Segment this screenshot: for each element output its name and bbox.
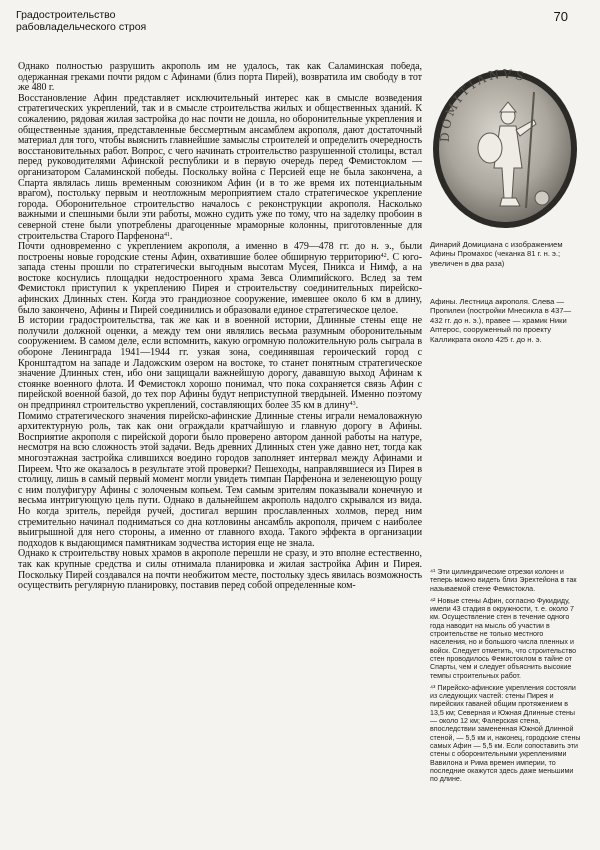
footnote-42: ⁴² Новые стены Афин, согласно Фукидиду, имели 43 стадия в окружности, т. е. около 7 км. Осуществление стен в течение одного года наводит на мысль об участии в строительстве не только местного населения, но и большого числа пленных и войск. Следует отметить, что строительство стен проводилось Фемистоклом в тайне от Спарты, чем и следует объяснить высокие темпы строительных работ.	[430, 596, 577, 680]
paragraph-3-text: Почти одновременно с укреплением акрополя, а именно в 479—478 гг. до н. э., были построены новые городские стены Афин, охватившие более обширную территорию	[18, 241, 422, 263]
footnote-ref-41[interactable]: 41	[163, 231, 170, 238]
running-title-line1: Градостроительство	[16, 9, 116, 21]
main-text-column	[18, 62, 422, 842]
coin-legend: DOMITIANVS	[437, 68, 529, 143]
paragraph-3-cont: . С юго-запада стены прошли по стратегически выгодным высотам Мусея, Пникса и Нимф, а на востоке коснулись площадки недостроенного храма Зевса Олимпийского. Вслед за тем Фемистокл приступил к укреплению Пирея и строительству соединительных пирейско-афинских Длинных стен. Когда это грандиозное сооружение, имевшее около 6 км в длину, было закончено, Афины и Пирей соединились и образовали единое стратегическое целое.	[18, 251, 422, 316]
paragraph-1: Однако полностью разрушить акрополь им не удалось, так как Саламинская победа, одержанная греками почти рядом с Афинами (близ порта Пирей), возвратила им свободу в тот же 480 г.	[18, 62, 422, 94]
paragraph-4-end: .	[355, 400, 359, 411]
running-title-line2: рабовладельческого строя	[16, 21, 147, 33]
footnote-ref-43[interactable]: 43	[349, 401, 356, 407]
coin-image	[430, 68, 580, 230]
paragraph-2: Восстановление Афин представляет исключительный интерес как в смысле возведения стратегических укреплений, так и в смысле строительства жилых и общественных зданий. К сожалению, рядовая жилая застройка до нас почти не дошла, но оборонительные укрепления и общественные здания, представленные бессмертным ансамблем акрополя, дают достаточный материал для того, чтобы выяснить главнейшие замыслы строителей и определить очередность восстановительных работ. Вопрос, с чего начинать строительство разрушенной столицы, встал перед руководителями Афинской республики и в первую очередь перед Фемистоклом — организатором Саламинской победы. Поскольку война с Персией еще не была закончена, а Спарта являлась лишь временным союзником Афин (и в то же время их потенциальным врагом), постольку первым и неотложным мероприятием стало стратегическое укрепление города. Оборонительное строительство началось с реконструкции акрополя. Насколько важными и спешными были эти работы, можно судить уже по тому, что на заделку пробоин в северной стене были употреблены драгоценные мраморные колонны, приготовленные для строительства Старого Парфенона$^{41}$.	[18, 92, 422, 242]
footnote-43: ⁴³ Пирейско-афинские укрепления состояли из следующих частей: стены Пирея и пирейских гаваней общим протяжением в 13,5 км; Северная и Южная Длинные стены — около 12 км; Фалерская стена, впоследствии замененная Южной Длинной стеной, — 5,5 км и, наконец, городские стены самых Афин — 5,5 км. Если сопоставить эти стены с оборонительными укреплениями Вавилона и Рима времен империи, то последние окажутся здесь даже меньшими по длине.	[430, 683, 581, 784]
footnotes	[430, 568, 582, 787]
running-head	[16, 9, 146, 33]
paragraph-6: Однако к строительству новых храмов в акрополе перешли не сразу, и это вполне естественно, так как крупные средства и силы отнимала планировка и жилая застройка Афин и Пирея. Поскольку Пирей создавался на почти необжитом месте, постольку здесь явилась возможность осуществить регулярную планировку, поставив перед собой определенные ком-	[18, 548, 422, 592]
page-number: 70	[553, 9, 568, 24]
paragraph-3	[18, 242, 422, 316]
footnote-41: ⁴¹ Эти цилиндрические отрезки колонн и теперь можно видеть близ Эрехтейона в так называемой стене Фемистокла.	[430, 568, 577, 593]
acropolis-caption: Афины. Лестница акрополя. Слева — Пропилеи (постройки Мнесикла в 437—432 гг. до н. э.), правее — храмик Ники Аптерос, сооруженный по проекту Калликрата около 425 г. до н. э.	[430, 297, 572, 344]
paragraph-4	[18, 316, 422, 411]
paragraph-2-text: Восстановление Афин представляет исключительный интерес как в смысле возведения стратегических укреплений, так и в смысле строительства жилых и общественных зданий. К сожалению, рядовая жилая застройка до нас почти не дошла, но оборонительные укрепления и общественные здания, представленные бессмертным ансамблем акрополя, дают достаточный материал для того, чтобы выяснить главнейшие замыслы строителей и определить очередность восстановительных работ. Вопрос, с чего начинать строительство разрушенной столицы, встал перед руководителями Афинской республики и в первую очередь перед Фемистоклом — организатором Саламинской победы. Поскольку война с Персией еще не была закончена, а Спарта являлась лишь временным союзником Афин (и в то же время их потенциальным врагом), постольку первым и неотложным мероприятием стало стратегическое укрепление города. Оборонительное строительство началось с реконструкции акрополя. Насколько важными и спешными были эти работы, можно судить уже по тому, что на заделку пробоин в северной стене были употреблены драгоценные мраморные колонны, приготовленные для строительства Старого Парфенона	[18, 92, 422, 242]
footnote-ref-42[interactable]: 42	[380, 252, 387, 259]
coin-caption: Динарий Домициана с изображением Афины Промахос (чеканка 81 г. н. э.; увеличен в два раза)	[430, 240, 563, 268]
owl	[535, 191, 549, 205]
paragraph-4-text: В истории градостроительства, так же как и в военной истории, Длинные стены еще не получили должной оценки, а между тем они являлись весьма разумным оборонительным сооружением. В самом деле, если вспомнить, какую огромную положительную роль сыграла в обороне Ленинграда 1941—1944 гг. узкая зона, соединявшая героический город с Кронштадтом на западе и Ладожским озером на востоке, то станет понятным стратегическое значение Длинных стен, ибо они защищали важнейшую дорогу, дававшую выход Афинам к стоянке военного флота. И Фемистокл хорошо понимал, что пока сохраняется связь Афин с пирейской военной базой, до тех пор Афины будут неприступной твердыней. Именно поэтому он предпринял строительство укреплений, составляющих более 35 км в длину	[18, 315, 422, 411]
paragraph-5: Помимо стратегического значения пирейско-афинские Длинные стены играли немаловажную архитектурную роль, так как они ограждали кратчайшую и главную дорогу в Афины. Восприятие акрополя с пирейской дороги было проверено автором данной работы на натуре, несмотря на всю сложность этой задачи. Ведь древних Длинных стен уже давно нет, тогда как многоэтажная застройка слившихся воедино городов заполняет интервал между Афинами и Пиреем. Что же оказалось в результате этой проверки? Пешеходы, направлявшиеся из Пирея в столицу, лишь в самый первый момент могли увидеть тимпан Парфенона и зеленеющую рощу с ним полуфигуру Афины с золоченым копьем. Тем самым зрителям показывали конечную и весьма интригующую цель пути. Однако в дальнейшем акрополь надолго скрывался из вида. Но когда зритель, перейдя ручей, достигал вершин прославленных холмов, перед ним стремительно начинал подниматься со дна котловины ансамбль акрополя, причем с наиболее выигрышной для него стороны, а именно от главного входа. Такого эффекта в организации подходов к выдающимся памятникам зодчества история еще не знала.	[18, 410, 422, 549]
